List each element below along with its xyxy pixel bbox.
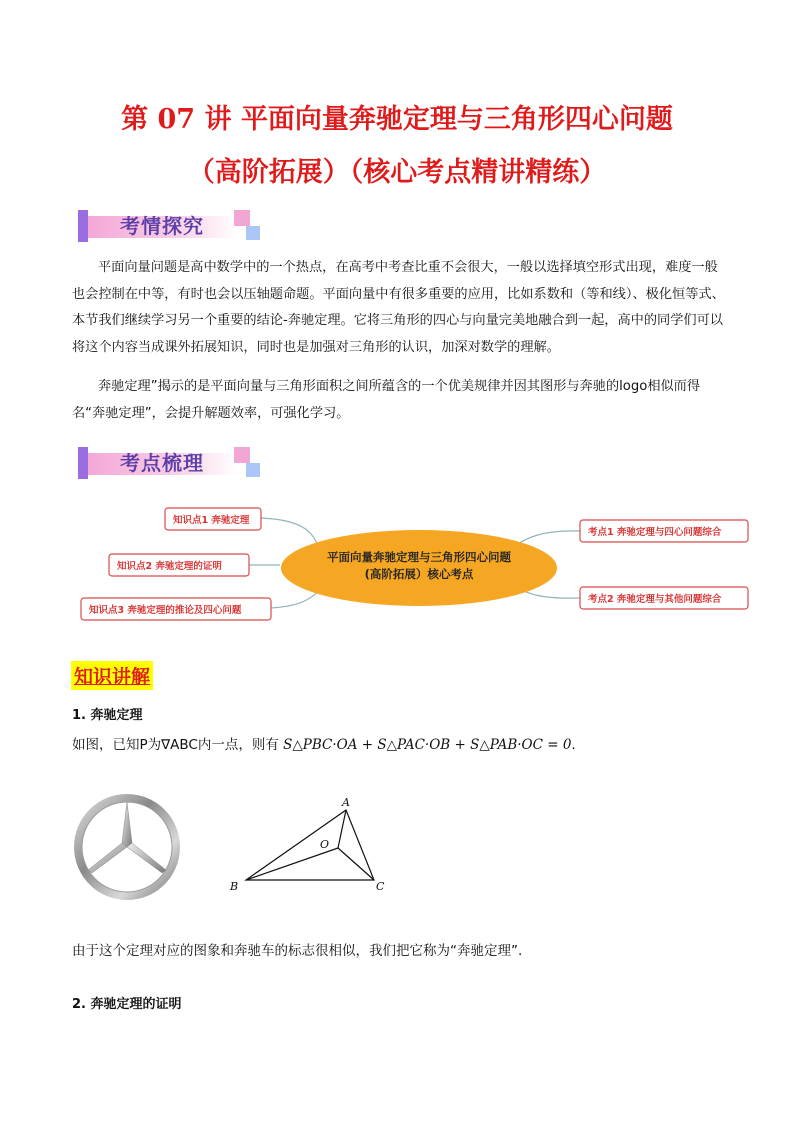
section-banner-exam-analysis [78,210,258,242]
section-label: 考点梳理 [120,451,204,475]
point-label-o: O [320,838,330,851]
theorem-formula: S△PBC·OA + S△PAC·OB + S△PAB·OC = 0 [283,737,572,753]
figure-caption: 由于这个定理对应的图象和奔驰车的标志很相似，我们把它称为“奔驰定理”. [72,943,523,959]
right-node-2-label: 考点2 奔驰定理与其他问题综合 [588,594,722,605]
subheading-benz-theorem: 1. 奔驰定理 [72,708,143,723]
page-title-line1: 第 07 讲 平面向量奔驰定理与三角形四心问题 [121,104,673,135]
intro-paragraph-2: 奔驰定理”揭示的是平面向量与三角形面积之间所蕴含的一个优美规律并因其图形与奔驰的logo相似而得名“奔驰定理”，会提升解题效率，可强化学习。 [72,379,701,421]
left-node-1-label: 知识点1 奔驰定理 [173,515,250,526]
section-banner-key-points [78,447,258,479]
vertex-label-c: C [376,880,385,893]
formula-end: . [571,737,576,753]
left-node-2-label: 知识点2 奔驰定理的证明 [117,561,222,572]
subheading-proof: 2. 奔驰定理的证明 [72,997,182,1012]
knowledge-heading: 知识讲解 [71,661,153,690]
vertex-label-a: A [342,796,350,809]
theorem-text: 如图，已知P为∇ABC内一点，则有 [72,737,279,753]
intro-paragraph-1: 平面向量问题是高中数学中的一个热点，在高考中考查比重不会很大，一般以选择填空形式出现，难度一般也会控制在中等，有时也会以压轴题命题。平面向量中有很多重要的应用，比如系数和（等和线）、极化恒等式、本节我们继续学习另一个重要的结论-奔驰定理。它将三角形的四心与向量完美地融合到一起，高中的同学们可以将这个内容当成课外拓展知识，同时也是加强对三角形的认识，加深对数学的理解。 [72,260,725,355]
mind-map [75,498,755,628]
section-label: 考情探究 [120,214,204,238]
center-node-line2: (高阶拓展）核心考点 [364,567,474,581]
figures [70,790,410,900]
page-title-line2: （高阶拓展）（核心考点精讲精练） [187,157,607,188]
center-node-line1: 平面向量奔驰定理与三角形四心问题 [327,550,511,564]
left-node-3-label: 知识点3 奔驰定理的推论及四心问题 [89,605,242,616]
triangle-diagram [246,810,374,880]
theorem-statement [72,733,576,753]
benz-logo-icon [74,794,180,900]
vertex-label-b: B [230,880,239,893]
right-node-1-label: 考点1 奔驰定理与四心问题综合 [588,527,722,538]
